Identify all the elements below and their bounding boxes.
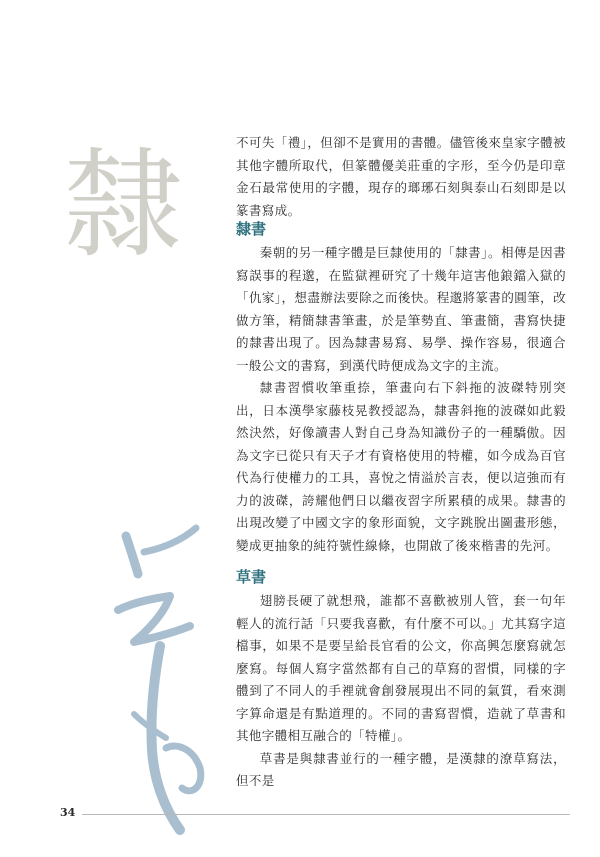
decorative-calligraphy-li: 隸 [64,136,183,274]
lishu-paragraph-1: 秦朝的另一種字體是巨隸使用的「隸書」。相傳是因書寫誤事的程邈，在監獄裡研究了十幾年這害他鋃鐺入獄的「仇家」，想盡辦法要除之而後快。程邈將篆書的圓筆，改做方筆，精簡隸書筆畫，於是筆勢直、筆畫簡，書寫快捷的隸書出現了。因為隸書易寫、易學、操作容易，很適合一般公文的書寫，到漢代時便成為文字的主流。 [236,245,566,373]
intro-paragraph [236,132,566,222]
lishu-paragraph-2: 隸書習慣收筆重捺，筆畫向右下斜拖的波磔特別突出，日本漢學家藤枝晃教授認為，隸書斜拖的波磔如此毅然決然，好像讀書人對自己身為知識份子的一種驕傲。因為文字已從只有天子才有資格使用的特權，如今成為百官代為行使權力的工具，喜悅之情溢於言表，便以這強而有力的波磔，誇耀他們日以繼夜習字所累積的成果。隸書的出現改變了中國文字的象形面貌，文字跳脫出圖畫形態，變成更抽象的純符號性線條，也開啟了後來楷書的先河。 [236,380,566,553]
section-body-lishu [236,242,566,557]
intro-text: 不可失「禮」，但卻不是實用的書體。儘管後來皇家字體被其他字體所取代，但篆體優美莊重的字形，至今仍是印章金石最常使用的字體，現存的瑯琊石刻與泰山石刻即是以篆書寫成。 [236,135,566,218]
section-heading-lishu: 隸書 [236,220,267,238]
decorative-calligraphy-cao [104,518,214,838]
caoshu-paragraph-2: 草書是與隸書並行的一種字體，是漢隸的潦草寫法，但不是 [236,750,566,788]
section-heading-caoshu: 草書 [236,568,267,586]
section-body-caoshu [236,590,566,793]
caoshu-paragraph-1: 翅膀長硬了就想飛，誰都不喜歡被別人管，套一句年輕人的流行話「只要我喜歡，有什麼不可以。」尤其寫字這檔事，如果不是要呈給長官看的公文，你高興怎麼寫就怎麼寫。每個人寫字當然都有自己的草寫的習慣，同樣的字體到了不同人的手裡就會創發展現出不同的氣質，看來測字算命還是有點道理的。不同的書寫習慣，造就了草書和其他字體相互融合的「特權」。 [236,593,566,743]
page-number: 34 [60,806,76,819]
footer-rule [82,814,570,815]
